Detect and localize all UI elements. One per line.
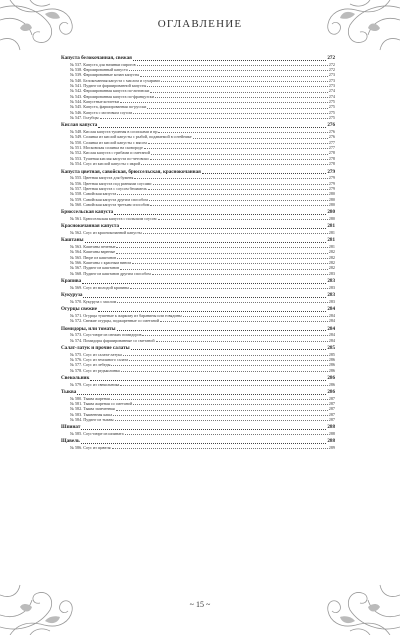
toc-entry-page: 279 xyxy=(328,175,335,181)
toc-entry[interactable] xyxy=(61,161,335,166)
dot-leader xyxy=(116,253,328,254)
toc-entry-page: 287 xyxy=(328,406,335,412)
toc-section-title: Тыква xyxy=(61,389,77,396)
dot-leader xyxy=(121,371,328,372)
toc-section xyxy=(61,375,335,387)
toc-section-heading[interactable] xyxy=(61,306,335,313)
toc-entry-page: 277 xyxy=(328,139,335,145)
toc-entry-title: № 574. Помидоры фаршированные со сметаной xyxy=(70,337,155,343)
dot-leader xyxy=(151,154,328,155)
toc-entry-page: 289 xyxy=(328,445,335,451)
toc-entry-title: № 576. Соус из земляного салата xyxy=(70,356,129,362)
toc-section-title: Крапива xyxy=(61,278,82,285)
dot-leader xyxy=(134,178,328,179)
dot-leader xyxy=(193,138,328,139)
toc-entry-title: № 565. Пюре из каштанов xyxy=(70,254,117,260)
dot-leader xyxy=(158,219,328,220)
toc-entry[interactable] xyxy=(61,368,335,373)
dot-leader xyxy=(133,404,328,405)
toc-section xyxy=(61,223,335,235)
toc-entry-page: 287 xyxy=(328,411,335,417)
toc-entry-title: № 539. Фаршированные кочан капусты xyxy=(70,72,140,78)
toc-section xyxy=(61,424,335,436)
dot-leader xyxy=(120,228,326,229)
toc-entry-title: № 570. Кукуруза с маслом xyxy=(70,298,117,304)
dot-leader xyxy=(111,365,327,366)
toc-entry-page: 286 xyxy=(328,381,335,387)
toc-entry-title: № 543. Фаршированная капуста по-французски xyxy=(70,93,154,99)
toc-section-page: 286 xyxy=(327,389,335,396)
toc-section-page: 284 xyxy=(327,306,335,313)
dot-leader xyxy=(85,242,327,243)
toc-entry[interactable] xyxy=(61,115,335,120)
toc-entry-title: № 573. Соус-пюре из свежих помидоров xyxy=(70,332,142,338)
toc-entry-page: 282 xyxy=(328,265,335,271)
toc-entry-page: 279 xyxy=(328,180,335,186)
toc-entry[interactable] xyxy=(61,202,335,207)
dot-leader xyxy=(90,380,326,381)
toc-section-page: 288 xyxy=(327,438,335,445)
toc-entry[interactable] xyxy=(61,230,335,235)
dot-leader xyxy=(140,76,328,77)
toc-entry-page: 281 xyxy=(328,243,335,249)
toc-entry-title: № 546. Капуста с мозговым соусом xyxy=(70,109,133,115)
toc-entry-page: 282 xyxy=(328,260,335,265)
toc-entry-page: 278 xyxy=(328,150,335,156)
toc-section xyxy=(61,169,335,208)
toc-entry-title: № 563. Каштаны печеные xyxy=(70,243,116,249)
toc-entry[interactable] xyxy=(61,417,335,422)
dot-leader xyxy=(147,108,327,109)
toc-section-page: 280 xyxy=(327,209,335,216)
dot-leader xyxy=(81,443,327,444)
toc-entry-title: № 555. Цветная капуста для буженя xyxy=(70,175,134,181)
toc-entry-page: 275 xyxy=(328,115,335,121)
toc-entry-title: № 579. Соус из свекольника xyxy=(70,381,120,387)
toc-section-title: Кукуруза xyxy=(61,292,83,299)
dot-leader xyxy=(143,233,328,234)
toc-entry-page: 273 xyxy=(328,72,335,78)
toc-section-title: Шпинат xyxy=(61,424,81,431)
toc-section-page: 279 xyxy=(327,168,335,175)
toc-entry-title: № 568. Пудинг из каштанов другим способом xyxy=(70,270,151,276)
toc-entry[interactable] xyxy=(61,382,335,387)
toc-entry-title: № 569. Соус из молодой крапивы xyxy=(70,284,129,290)
toc-entry-page: 283 xyxy=(328,284,335,290)
dot-leader xyxy=(133,113,328,114)
toc-entry[interactable] xyxy=(61,445,335,450)
toc-entry-page: 278 xyxy=(328,155,335,161)
toc-entry-page: 275 xyxy=(328,104,335,110)
toc-section-heading[interactable] xyxy=(61,326,335,333)
toc-section-title: Брюссельская капуста xyxy=(61,209,114,216)
toc-entry-title: № 553. Тушеная кислая капуста по-четовски xyxy=(70,155,149,161)
dot-leader xyxy=(156,341,328,342)
toc-section xyxy=(61,278,335,290)
toc-entry[interactable] xyxy=(61,431,335,436)
toc-entry[interactable] xyxy=(61,299,335,304)
toc-section-page: 283 xyxy=(327,292,335,299)
toc-entry-page: 279 xyxy=(328,185,335,191)
toc-entry-title: № 554. Соус из кислой капусты с икрой xyxy=(70,161,141,167)
dot-leader xyxy=(161,81,328,82)
toc-section-title: Капуста белокочанная, свежая xyxy=(61,55,132,61)
page-title: ОГЛАВЛЕНИЕ xyxy=(157,18,243,30)
dot-leader xyxy=(98,311,326,312)
toc-section-heading[interactable] xyxy=(61,223,335,230)
table-of-contents xyxy=(61,55,335,453)
toc-section xyxy=(61,122,335,166)
toc-entry-title: № 578. Соус из редьколинка xyxy=(70,367,120,373)
toc-entry-page: 286 xyxy=(328,362,335,368)
dot-leader xyxy=(100,118,328,119)
toc-entry-page: 284 xyxy=(328,318,335,324)
toc-section-title: Капуста цветная, савойская, брюссельская, краснокочанная xyxy=(61,168,201,175)
toc-entry-page: 287 xyxy=(328,395,335,401)
toc-section-heading[interactable] xyxy=(61,438,335,445)
toc-entry-title: № 558. Савойская капуста xyxy=(70,191,117,197)
toc-entry-page: 277 xyxy=(328,145,335,151)
toc-entry-page: 281 xyxy=(328,229,335,235)
toc-entry-title: № 548. Кислая капуста тушеная в сосисками и пр xyxy=(70,129,158,135)
dot-leader xyxy=(133,60,326,61)
toc-entry-page: 272 xyxy=(328,66,335,72)
dot-leader xyxy=(152,274,328,275)
toc-entry-page: 275 xyxy=(328,109,335,115)
toc-section-heading[interactable] xyxy=(61,278,335,285)
toc-section-page: 286 xyxy=(327,375,335,381)
dot-leader xyxy=(160,321,328,322)
toc-entry-title: № 549. Солянка из кислой капусты с рыбой, подаваемой в сотейнике xyxy=(70,134,192,140)
toc-entry[interactable] xyxy=(61,318,335,323)
toc-section-title: Краснокочанная капуста xyxy=(61,223,119,230)
toc-entry[interactable] xyxy=(61,285,335,290)
dot-leader xyxy=(148,143,328,144)
toc-entry-page: 283 xyxy=(328,270,335,276)
toc-entry-page: 287 xyxy=(328,417,335,422)
dot-leader xyxy=(130,288,328,289)
toc-entry-page: 274 xyxy=(328,93,335,99)
toc-section xyxy=(61,237,335,276)
dot-leader xyxy=(115,420,328,421)
toc-entry-title: № 551. Московская солянка на сковороде xyxy=(70,145,143,151)
toc-entry-title: № 571. Огурцы тушеные к жаркому из баранины или говядины xyxy=(70,312,182,318)
toc-entry-title: № 559. Савойская капуста другим способом xyxy=(70,196,148,202)
toc-entry-title: № 547. Голубцы xyxy=(70,115,99,121)
toc-entry-page: 278 xyxy=(328,161,335,167)
dot-leader xyxy=(153,184,328,185)
dot-leader xyxy=(132,263,328,264)
toc-entry-title: № 542. Фаршированная капуста по-литовски xyxy=(70,88,150,94)
toc-entry-page: 284 xyxy=(328,332,335,338)
dot-leader xyxy=(116,410,328,411)
toc-entry-title: № 585. Соус-пюре из шпината xyxy=(70,431,124,437)
toc-section-heading[interactable] xyxy=(61,375,335,382)
dot-leader xyxy=(150,205,327,206)
dot-leader xyxy=(148,189,328,190)
toc-section-page: 272 xyxy=(327,55,335,61)
toc-entry-title: № 584. Пудинг из тыквы xyxy=(70,417,114,422)
dot-leader xyxy=(120,102,328,103)
page-number: ~ 15 ~ xyxy=(189,600,211,609)
dot-leader xyxy=(114,214,326,215)
toc-entry-page: 288 xyxy=(328,431,335,437)
toc-entry-title: № 545. Капуста, фаршированная по-русски xyxy=(70,104,147,110)
toc-entry-title: № 550. Солянка из кислой капусты с мясом xyxy=(70,139,147,145)
dot-leader xyxy=(83,297,326,298)
toc-section xyxy=(61,306,335,323)
dot-leader xyxy=(120,269,328,270)
toc-entry-title: № 552. Кислая капуста с грибами и сметаной xyxy=(70,150,150,156)
dot-leader xyxy=(117,258,328,259)
dot-leader xyxy=(144,148,328,149)
toc-entry[interactable] xyxy=(61,216,335,221)
dot-leader xyxy=(149,200,328,201)
dot-leader xyxy=(142,335,327,336)
dot-leader xyxy=(81,429,326,430)
toc-section-page: 281 xyxy=(327,223,335,230)
toc-section xyxy=(61,292,335,304)
toc-entry-page: 280 xyxy=(328,215,335,221)
toc-entry-page: 283 xyxy=(328,298,335,304)
toc-section xyxy=(61,389,335,422)
dot-leader xyxy=(147,86,327,87)
dot-leader xyxy=(77,394,326,395)
toc-section-title: Кислая капуста xyxy=(61,122,98,129)
toc-section-title: Свекольник xyxy=(61,375,90,381)
toc-entry-title: № 580. Тыква жареная xyxy=(70,395,110,401)
toc-entry-title: № 586. Соус из щавеля xyxy=(70,445,111,451)
dot-leader xyxy=(183,316,328,317)
toc-section xyxy=(61,209,335,221)
toc-entry-page: 282 xyxy=(328,254,335,260)
toc-entry-title: № 537. Капуста для начинки пирогов xyxy=(70,61,136,67)
dot-leader xyxy=(117,194,328,195)
toc-entry-page: 280 xyxy=(328,196,335,202)
toc-entry-page: 275 xyxy=(328,99,335,104)
toc-section-title: Огурцы свежие xyxy=(61,306,98,313)
toc-section-heading[interactable] xyxy=(61,237,335,244)
toc-section-heading[interactable] xyxy=(61,345,335,352)
toc-section-heading[interactable] xyxy=(61,424,335,431)
toc-entry-title: № 561. Брюссельская капуста с польским соусом xyxy=(70,215,157,221)
dot-leader xyxy=(112,448,328,449)
dot-leader xyxy=(117,302,328,303)
toc-entry[interactable] xyxy=(61,271,335,276)
toc-entry-title: № 541. Пудинг из фаршированной капусты xyxy=(70,82,147,88)
dot-leader xyxy=(98,127,326,128)
toc-entry-page: 273 xyxy=(328,77,335,83)
toc-entry-page: 276 xyxy=(328,129,335,135)
toc-section-heading[interactable] xyxy=(61,389,335,396)
dot-leader xyxy=(82,283,326,284)
toc-section-heading[interactable] xyxy=(61,292,335,299)
toc-entry-page: 273 xyxy=(328,82,335,88)
toc-section-heading[interactable] xyxy=(61,55,335,62)
toc-entry-page: 276 xyxy=(328,134,335,140)
dot-leader xyxy=(125,434,328,435)
toc-entry-page: 286 xyxy=(328,367,335,373)
dot-leader xyxy=(141,164,328,165)
toc-entry-page: 282 xyxy=(328,249,335,255)
toc-section-title: Каштаны xyxy=(61,237,84,244)
toc-entry-title: № 582. Тыква запеченная xyxy=(70,406,115,412)
toc-section-page: 284 xyxy=(327,325,335,332)
dot-leader xyxy=(202,173,326,174)
toc-entry-title: № 556. Цветная капуста под разными соусами xyxy=(70,180,152,186)
toc-entry-title: № 572. Свежие огурцы, поджаренные со сметаной xyxy=(70,318,160,324)
dot-leader xyxy=(116,247,327,248)
toc-entry-title: № 544. Капустные котлетки xyxy=(70,99,120,104)
toc-entry-title: № 583. Тыквенная каша xyxy=(70,411,113,417)
toc-section-page: 281 xyxy=(327,237,335,244)
toc-entry-page: 274 xyxy=(328,88,335,94)
toc-entry-title: № 577. Соус из лебеды xyxy=(70,362,111,368)
toc-section-heading[interactable] xyxy=(61,169,335,176)
toc-entry-page: 280 xyxy=(328,201,335,207)
dot-leader xyxy=(131,349,327,350)
toc-entry-title: № 560. Савойская капуста третьим способом xyxy=(70,201,150,207)
dot-leader xyxy=(120,385,327,386)
dot-leader xyxy=(111,399,328,400)
toc-entry-page: 284 xyxy=(328,337,335,343)
toc-entry-page: 280 xyxy=(328,191,335,197)
dot-leader xyxy=(129,70,328,71)
dot-leader xyxy=(155,97,328,98)
toc-entry-title: № 575. Соус из салата-латука xyxy=(70,351,122,357)
toc-entry-title: № 540. Белокочанная капуста с маслом и сухарями xyxy=(70,77,160,83)
toc-entry-title: № 566. Каштаны с красным вином xyxy=(70,260,132,265)
toc-entry-page: 272 xyxy=(328,61,335,67)
toc-entry-page: 285 xyxy=(328,351,335,357)
toc-section xyxy=(61,55,335,120)
dot-leader xyxy=(150,159,328,160)
toc-entry-title: № 557. Цветная капуста с соусом бешамель xyxy=(70,185,147,191)
toc-section-page: 288 xyxy=(327,424,335,431)
toc-entry-page: 287 xyxy=(328,400,335,406)
toc-entry-title: № 567. Пудинг из каштанов xyxy=(70,265,120,271)
dot-leader xyxy=(117,330,327,331)
toc-section-heading[interactable] xyxy=(61,209,335,216)
dot-leader xyxy=(129,360,328,361)
dot-leader xyxy=(158,132,327,133)
toc-entry-title: № 581. Тыква жареная со сметаной xyxy=(70,400,133,406)
toc-entry-title: № 562. Соус из краснокочанной капусты xyxy=(70,229,142,235)
toc-section-page: 283 xyxy=(327,278,335,285)
toc-section xyxy=(61,326,335,343)
toc-section-page: 285 xyxy=(327,344,335,351)
dot-leader xyxy=(113,415,328,416)
toc-section-heading[interactable] xyxy=(61,122,335,129)
toc-entry[interactable] xyxy=(61,338,335,343)
toc-entry-title: № 538. Фаршированный капуста xyxy=(70,66,128,72)
toc-section-title: Помидоры, или томаты xyxy=(61,325,116,332)
dot-leader xyxy=(123,355,328,356)
dot-leader xyxy=(137,65,328,66)
toc-section-page: 276 xyxy=(327,122,335,129)
toc-section xyxy=(61,345,335,373)
toc-entry-page: 284 xyxy=(328,312,335,318)
dot-leader xyxy=(150,92,327,93)
toc-entry-page: 286 xyxy=(328,356,335,362)
toc-section-title: Салат-латук и прочие салаты xyxy=(61,344,130,351)
toc-section xyxy=(61,438,335,450)
toc-section-title: Щавель xyxy=(61,438,80,445)
toc-entry-title: № 564. Каштаны вареные xyxy=(70,249,116,255)
